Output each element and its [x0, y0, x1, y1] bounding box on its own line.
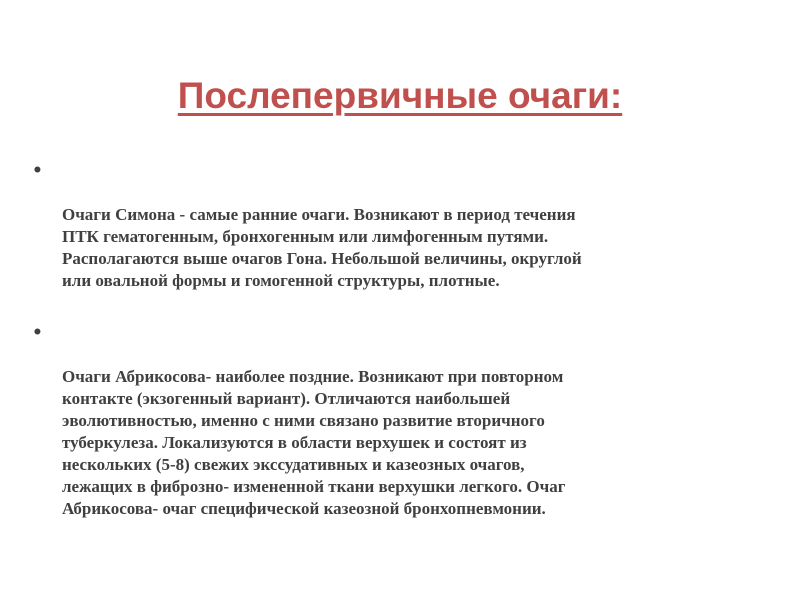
slide-title: Послепервичные очаги:	[177, 75, 623, 116]
bullet-text: Очаги Абрикосова- наиболее поздние. Возникают при повторном контакте (экзогенный вариант). Отличаются наибольшей эволютивностью, именно с ними связано развитие вторичного туберкулеза. Локализуются в области верхушек и состоят из нескольких (5-8) свежих экссудативных и казеозных очагов, лежащих в фиброзно- измененной ткани верхушки легкого. Очаг Абрикосова- очаг специфической казеозной бронхопневмонии.	[62, 367, 566, 518]
bullet-item-simon	[30, 160, 750, 292]
bullet-list	[30, 160, 750, 520]
bullet-text: Очаги Симона - самые ранние очаги. Возникают в период течения ПТК гематогенным, бронхогенным или лимфогенным путями. Располагаются выше очагов Гона. Небольшой величины, округлой или овальной формы и гомогенной структуры, плотные.	[62, 205, 582, 290]
bullet-item-abrikosov	[30, 322, 750, 520]
bullet-icon: •	[32, 161, 43, 181]
bullet-icon: •	[32, 323, 43, 343]
